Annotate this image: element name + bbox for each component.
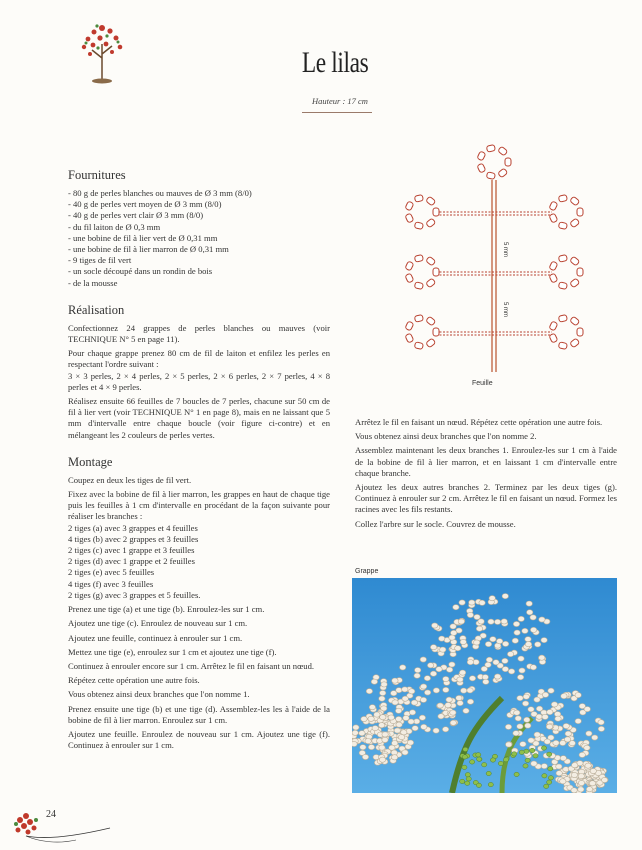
white-bead — [463, 708, 469, 713]
white-bead — [394, 728, 400, 733]
white-bead — [440, 647, 446, 652]
montage-step: Mettez une tige (e), enroulez sur 1 cm et ajoutez une tige (f). — [68, 646, 277, 657]
height-subtitle: Hauteur : 17 cm — [312, 96, 368, 106]
white-bead — [443, 687, 449, 692]
white-bead — [541, 764, 547, 769]
bead-loop — [549, 315, 583, 350]
white-bead — [520, 742, 526, 747]
green-bead — [544, 784, 549, 788]
white-bead — [530, 615, 536, 620]
white-bead — [530, 665, 536, 670]
white-bead — [424, 676, 430, 681]
green-bead — [542, 774, 547, 778]
white-bead — [456, 695, 462, 700]
white-bead — [539, 655, 545, 660]
tree-illustration — [72, 14, 132, 86]
white-bead — [401, 730, 407, 735]
white-bead — [381, 682, 387, 687]
white-bead — [433, 728, 439, 733]
green-bead — [548, 776, 553, 780]
white-bead — [501, 619, 507, 624]
bead-cluster-image — [352, 578, 617, 793]
white-bead — [598, 720, 604, 725]
green-bead — [512, 752, 517, 756]
bead-loop — [405, 315, 439, 350]
fournitures-list — [68, 188, 330, 289]
white-bead — [575, 719, 581, 724]
green-bead — [465, 773, 470, 777]
white-bead — [437, 703, 443, 708]
white-bead — [560, 756, 566, 761]
list-item: 2 tiges (a) avec 3 grappes et 4 feuilles — [68, 522, 198, 533]
white-bead — [382, 737, 388, 742]
white-bead — [483, 679, 489, 684]
white-bead — [578, 780, 584, 785]
white-bead — [513, 621, 519, 626]
white-bead — [515, 716, 521, 721]
green-bead — [463, 747, 468, 751]
white-bead — [430, 671, 436, 676]
green-bead — [462, 755, 467, 759]
white-bead — [407, 740, 413, 745]
green-bead — [541, 746, 546, 750]
white-bead — [408, 719, 414, 724]
white-bead — [507, 652, 513, 657]
white-bead — [478, 619, 484, 624]
green-bead — [466, 777, 471, 781]
white-bead — [547, 710, 553, 715]
white-bead — [420, 697, 426, 702]
white-bead — [517, 724, 523, 729]
green-bead — [477, 757, 482, 761]
white-bead — [584, 707, 590, 712]
list-item: - 9 tiges de fil vert — [68, 255, 132, 266]
white-bead — [486, 657, 492, 662]
white-bead — [531, 761, 537, 766]
bead-loop — [477, 145, 511, 180]
white-bead — [508, 669, 514, 674]
list-item: - 40 g de perles vert clair Ø 3 mm (8/0) — [68, 210, 204, 221]
white-bead — [458, 619, 464, 624]
montage-step: Continuez à enrouler encore sur 1 cm. Arrêtez le fil en faisant un nœud. — [68, 660, 315, 671]
white-bead — [366, 689, 372, 694]
white-bead — [528, 707, 534, 712]
list-item: - 80 g de perles blanches ou mauves de Ø 3 mm (8/0) — [68, 188, 252, 198]
green-bead — [465, 781, 470, 785]
white-bead — [400, 665, 406, 670]
montage-step: Prenez une tige (a) et une tige (b). Enroulez-les sur 1 cm. — [68, 604, 265, 615]
white-bead — [571, 788, 577, 793]
white-bead — [518, 616, 524, 621]
right-paragraph: Assemblez maintenant les deux branches 1. Enroulez-les sur 1 cm à l'aide de la bobine de fil à lier marron, et en laissant 1 cm d'intervalle entre chaque branche. — [355, 445, 617, 478]
white-bead — [525, 723, 531, 728]
white-bead — [589, 781, 595, 786]
white-bead — [535, 642, 541, 647]
white-bead — [485, 642, 491, 647]
white-bead — [560, 740, 566, 745]
montage-step: Répétez cette opération une autre fois. — [68, 675, 200, 686]
white-bead — [457, 701, 463, 706]
white-bead — [474, 640, 480, 645]
white-bead — [380, 715, 386, 720]
left-column — [68, 168, 330, 751]
white-bead — [427, 663, 433, 668]
white-bead — [449, 635, 455, 640]
white-bead — [409, 689, 415, 694]
white-bead — [433, 688, 439, 693]
white-bead — [496, 639, 502, 644]
list-item: - une bobine de fil à lier vert de Ø 0,31 mm — [68, 232, 218, 243]
green-bead — [460, 779, 465, 783]
white-bead — [575, 693, 581, 698]
bead-loop — [549, 255, 583, 290]
list-item: 2 tiges (g) avec 3 grappes et 5 feuilles. — [68, 589, 201, 600]
white-bead — [395, 708, 401, 713]
white-bead — [514, 710, 520, 715]
white-bead — [398, 735, 404, 740]
right-paragraph: Arrêtez le fil en faisant un nœud. Répétez cette opération une autre fois. — [355, 417, 603, 427]
white-bead — [379, 745, 385, 750]
white-bead — [525, 637, 531, 642]
white-bead — [548, 688, 554, 693]
white-bead — [542, 714, 548, 719]
white-bead — [459, 600, 465, 605]
white-bead — [392, 700, 398, 705]
green-bead — [514, 772, 519, 776]
list-item: - de la mousse — [68, 277, 118, 288]
list-item: - du fil laiton de Ø 0,3 mm — [68, 221, 161, 232]
white-bead — [512, 638, 518, 643]
green-bead — [519, 750, 524, 754]
white-bead — [467, 688, 473, 693]
white-bead — [467, 612, 473, 617]
white-bead — [522, 628, 528, 633]
list-item: - un socle découpé dans un rondin de bois — [68, 266, 213, 277]
list-item: 4 tiges (f) avec 3 feuilles — [68, 578, 154, 589]
white-bead — [353, 725, 359, 730]
white-bead — [379, 696, 385, 701]
green-bead — [488, 782, 493, 786]
white-bead — [372, 726, 378, 731]
white-bead — [527, 610, 533, 615]
white-bead — [489, 596, 495, 601]
white-bead — [469, 676, 475, 681]
white-bead — [430, 645, 436, 650]
white-bead — [392, 678, 398, 683]
white-bead — [517, 675, 523, 680]
white-bead — [505, 724, 511, 729]
list-item: - 40 g de perles vert moyen de Ø 3 mm (8/0) — [68, 199, 222, 210]
white-bead — [502, 667, 508, 672]
white-bead — [541, 638, 547, 643]
white-bead — [518, 656, 524, 661]
white-bead — [556, 771, 562, 776]
white-bead — [553, 740, 559, 745]
white-bead — [585, 763, 591, 768]
white-bead — [578, 787, 584, 792]
white-bead — [494, 619, 500, 624]
green-bead — [533, 754, 538, 758]
white-bead — [592, 735, 598, 740]
white-bead — [479, 600, 485, 605]
right-column — [355, 417, 617, 530]
montage-step: Ajoutez une feuille. Enroulez de nouveau sur 1 cm. Ajoutez une tige (f). Continuez à enrouler sur 1 cm. — [68, 728, 330, 751]
tiges-list — [68, 523, 330, 601]
white-bead — [590, 768, 596, 773]
white-bead — [359, 731, 365, 736]
white-bead — [502, 641, 508, 646]
photo-caption: Grappe — [355, 568, 379, 575]
white-bead — [412, 726, 418, 731]
white-bead — [467, 699, 473, 704]
white-bead — [579, 752, 585, 757]
white-bead — [455, 646, 461, 651]
white-bead — [450, 710, 456, 715]
realisation-paragraph: Confectionnez 24 grappes de perles blanches ou mauves (voir TECHNIQUE N° 5 en page 11). — [68, 322, 330, 345]
fournitures-heading: Fournitures — [68, 168, 126, 182]
white-bead — [419, 715, 425, 720]
green-bead — [547, 752, 552, 756]
realisation-paragraph: 3 × 3 perles, 2 × 4 perles, 2 × 5 perles, 2 × 6 perles, 2 × 7 perles, 4 × 8 perles et 4 × 9 perles. — [68, 370, 330, 392]
white-bead — [586, 787, 592, 792]
figure-caption: Feuille — [472, 380, 493, 387]
white-bead — [502, 658, 508, 663]
green-bead — [548, 767, 553, 771]
white-bead — [379, 723, 385, 728]
white-bead — [544, 739, 550, 744]
list-item: 2 tiges (e) avec 5 feuilles — [68, 567, 155, 578]
montage-paragraph: Fixez avec la bobine de fil à lier marron, les grappes en haut de chaque tige puis les feuilles à 1 cm d'intervalle en procédant de la façon suivante pour réaliser les branches : — [68, 489, 330, 522]
white-bead — [536, 714, 542, 719]
white-bead — [365, 739, 371, 744]
white-bead — [371, 679, 377, 684]
white-bead — [352, 730, 358, 735]
white-bead — [432, 623, 438, 628]
montage-step: Ajoutez une feuille, continuez à enrouler sur 1 cm. — [68, 632, 243, 643]
page-number: 24 — [46, 809, 56, 820]
white-bead — [528, 738, 534, 743]
white-bead — [391, 755, 397, 760]
title-rule — [302, 112, 372, 113]
white-bead — [556, 764, 562, 769]
right-paragraph: Ajoutez les deux autres branches 2. Terminez par les deux tiges (g). Continuez à enrouler sur 2 cm. Arrêtez le fil en faisant un nœud. Formez les racines avec les fils restants. — [355, 482, 617, 515]
white-bead — [546, 724, 552, 729]
white-bead — [565, 731, 571, 736]
white-bead — [442, 727, 448, 732]
white-bead — [519, 668, 525, 673]
white-bead — [379, 757, 385, 762]
white-bead — [421, 724, 427, 729]
white-bead — [502, 594, 508, 599]
white-bead — [534, 732, 540, 737]
white-bead — [362, 754, 368, 759]
dimension-label: 5 mm — [502, 242, 508, 257]
white-bead — [368, 745, 374, 750]
white-bead — [494, 674, 500, 679]
white-bead — [415, 668, 421, 673]
white-bead — [457, 677, 463, 682]
white-bead — [584, 745, 590, 750]
white-bead — [420, 684, 426, 689]
white-bead — [490, 637, 496, 642]
montage-step: Prenez ensuite une tige (b) et une tige (d). Assemblez-les les à l'aide de la bobine de fil à lier marron. Enroulez sur 1 cm. — [68, 703, 330, 725]
white-bead — [424, 690, 430, 695]
green-bead — [525, 758, 530, 762]
white-bead — [514, 630, 520, 635]
white-bead — [571, 772, 577, 777]
green-bead — [462, 765, 467, 769]
white-bead — [485, 662, 491, 667]
white-bead — [360, 745, 366, 750]
white-bead — [439, 636, 445, 641]
white-bead — [446, 667, 452, 672]
white-bead — [449, 662, 455, 667]
right-paragraph: Collez l'arbre sur le socle. Couvrez de mousse. — [355, 518, 516, 529]
white-bead — [551, 702, 557, 707]
realisation-heading: Réalisation — [68, 302, 125, 317]
white-bead — [453, 605, 459, 610]
list-item: 4 tiges (b) avec 2 grappes et 3 feuilles — [68, 533, 199, 544]
white-bead — [513, 731, 519, 736]
bead-loop — [405, 195, 439, 230]
white-bead — [402, 750, 408, 755]
white-bead — [402, 696, 408, 701]
grappe-photo — [352, 578, 617, 793]
white-bead — [506, 742, 512, 747]
leaf-diagram — [396, 140, 592, 376]
white-bead — [396, 722, 402, 727]
white-bead — [493, 660, 499, 665]
white-bead — [561, 694, 567, 699]
white-bead — [517, 696, 523, 701]
white-bead — [396, 688, 402, 693]
white-bead — [436, 667, 442, 672]
white-bead — [450, 720, 456, 725]
white-bead — [560, 779, 566, 784]
white-bead — [461, 688, 467, 693]
realisation-paragraph: Pour chaque grappe prenez 80 cm de fil de laiton et enfilez les perles en respectant l'ordre suivant : — [68, 348, 330, 370]
realisation-paragraph: Réalisez ensuite 66 feuilles de 7 boucles de 7 perles, chacune sur 50 cm de fil à lier vert (voir TECHNIQUE N° 1 en page 8), mais en ne laissant que 5 mm d'intervalle entre chaque boucle (voir figure ci-contre) et en mélangeant les 2 couleurs de perles vertes. — [68, 396, 330, 440]
white-bead — [467, 660, 473, 665]
page-title: Le lilas — [301, 46, 369, 79]
green-bead — [503, 758, 508, 762]
green-bead — [482, 763, 487, 767]
white-bead — [409, 710, 415, 715]
white-bead — [388, 715, 394, 720]
right-paragraph: Vous obtenez ainsi deux branches que l'on nomme 2. — [355, 431, 537, 442]
green-bead — [476, 753, 481, 757]
green-bead — [498, 761, 503, 765]
white-bead — [443, 676, 449, 681]
montage-step: Ajoutez une tige (c). Enroulez de nouveau sur 1 cm. — [68, 618, 248, 629]
white-bead — [524, 717, 530, 722]
bead-loop — [549, 195, 583, 230]
white-bead — [542, 692, 548, 697]
green-bead — [547, 780, 552, 784]
white-bead — [586, 731, 592, 736]
white-bead — [374, 712, 380, 717]
white-bead — [402, 687, 408, 692]
white-bead — [368, 716, 374, 721]
white-bead — [382, 732, 388, 737]
green-bead — [476, 783, 481, 787]
white-bead — [396, 716, 402, 721]
white-bead — [525, 642, 531, 647]
white-bead — [522, 701, 528, 706]
list-item: - une bobine de fil à lier marron de Ø 0,31 mm — [68, 244, 229, 255]
white-bead — [534, 697, 540, 702]
montage-heading: Montage — [68, 454, 113, 469]
montage-paragraph: Coupez en deux les tiges de fil vert. — [68, 474, 192, 485]
white-bead — [414, 673, 420, 678]
green-bead — [530, 748, 535, 752]
footer-flower-icon — [6, 806, 116, 846]
green-bead — [470, 760, 475, 764]
green-bead — [523, 764, 528, 768]
white-bead — [530, 627, 536, 632]
white-bead — [523, 694, 529, 699]
green-stem — [452, 698, 502, 793]
white-bead — [369, 705, 375, 710]
white-bead — [572, 763, 578, 768]
white-bead — [488, 619, 494, 624]
white-bead — [539, 617, 545, 622]
green-bead — [490, 758, 495, 762]
list-item: 2 tiges (d) avec 1 grappe et 2 feuilles — [68, 556, 195, 567]
white-bead — [598, 726, 604, 731]
white-bead — [469, 600, 475, 605]
white-bead — [459, 670, 465, 675]
white-bead — [445, 703, 451, 708]
white-bead — [361, 716, 367, 721]
white-bead — [578, 774, 584, 779]
white-bead — [526, 601, 532, 606]
montage-step: Vous obtenez ainsi deux branches que l'on nomme 1. — [68, 689, 250, 700]
white-bead — [380, 690, 386, 695]
white-bead — [446, 697, 452, 702]
white-bead — [555, 716, 561, 721]
white-bead — [460, 639, 466, 644]
dimension-label: 5 mm — [502, 302, 508, 317]
white-bead — [563, 723, 569, 728]
bead-loop — [405, 255, 439, 290]
white-bead — [352, 741, 357, 746]
white-bead — [601, 777, 607, 782]
white-bead — [476, 626, 482, 631]
white-bead — [420, 657, 426, 662]
green-bead — [486, 771, 491, 775]
list-item: 2 tiges (c) avec 1 grappe et 3 feuilles — [68, 545, 195, 556]
